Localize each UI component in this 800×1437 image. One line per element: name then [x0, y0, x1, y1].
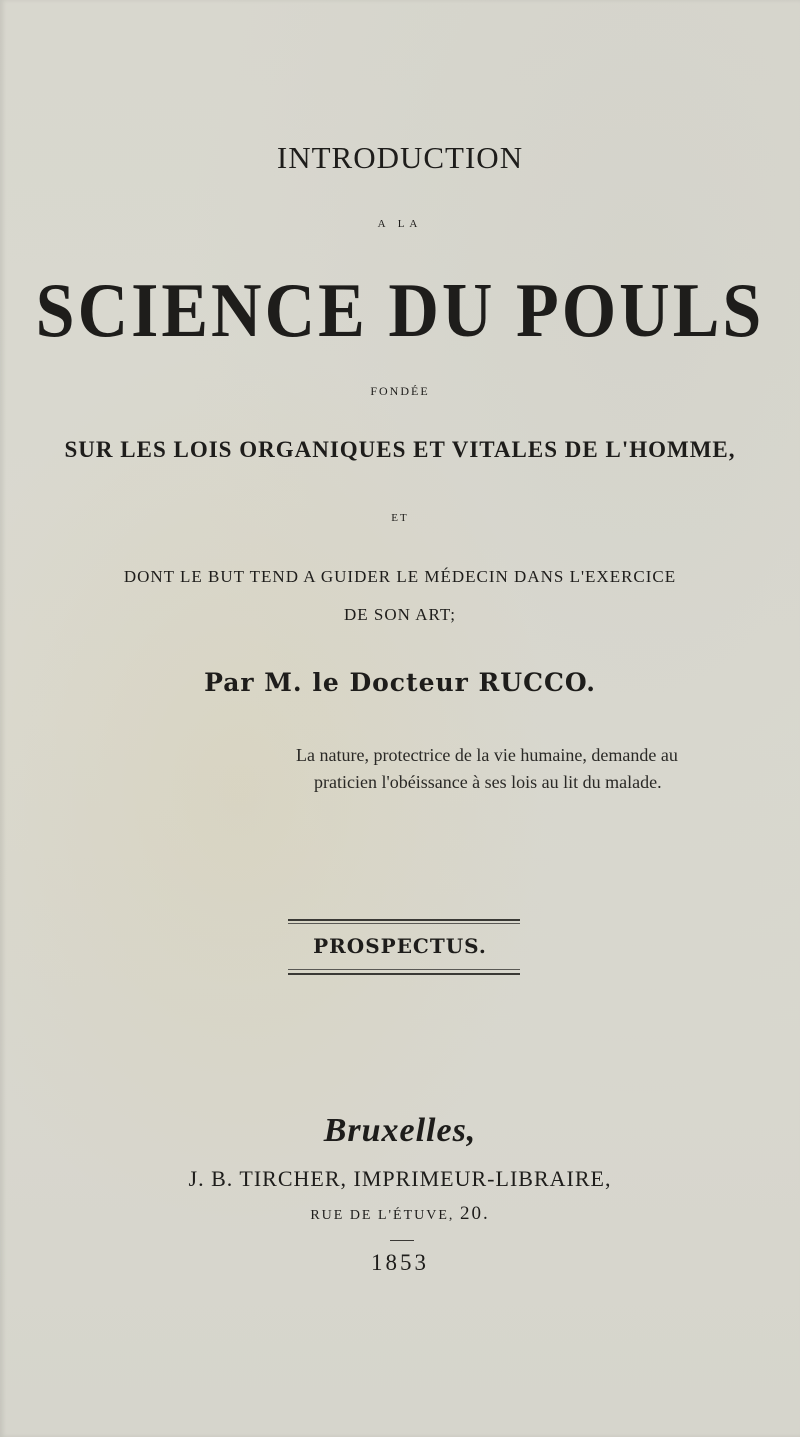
- imprint-street-number: 20.: [459, 1203, 490, 1224]
- fondee-connector: FONDÉE: [370, 384, 430, 398]
- main-title: SCIENCE DU POULS: [35, 269, 765, 354]
- intro-heading: INTRODUCTION: [276, 140, 524, 175]
- imprint-city: Bruxelles,: [323, 1112, 477, 1149]
- author-line: Par M. le Docteur RUCCO.: [204, 668, 596, 697]
- subtitle-line: SUR LES LOIS ORGANIQUES ET VITALES DE L'HOMME,: [64, 437, 736, 462]
- prospectus-bottom-rule-thin: [288, 969, 520, 970]
- imprint-street: RUE DE L'ÉTUVE,: [310, 1208, 455, 1223]
- imprint-year: 1853: [371, 1250, 429, 1275]
- year-separator-rule: [390, 1240, 414, 1241]
- imprint-printer: J. B. TIRCHER, IMPRIMEUR-LIBRAIRE,: [188, 1166, 612, 1191]
- epigraph: [290, 742, 730, 796]
- epigraph-line-1: La nature, protectrice de la vie humaine, demande au: [296, 745, 678, 765]
- imprint-address: [0, 1203, 800, 1225]
- prospectus-label: PROSPECTUS.: [313, 934, 487, 958]
- epigraph-line-2: praticien l'obéissance à ses lois au lit du malade.: [314, 772, 662, 792]
- purpose-line-1: DONT LE BUT TEND A GUIDER LE MÉDECIN DANS L'EXERCICE: [123, 567, 677, 586]
- prospectus-bottom-rule: [288, 973, 520, 975]
- purpose-line-2: DE SON ART;: [344, 605, 456, 624]
- prospectus-top-rule-thin: [288, 923, 520, 924]
- a-la-connector: A LA: [377, 218, 423, 230]
- prospectus-top-rule: [288, 919, 520, 921]
- et-connector: ET: [391, 512, 409, 524]
